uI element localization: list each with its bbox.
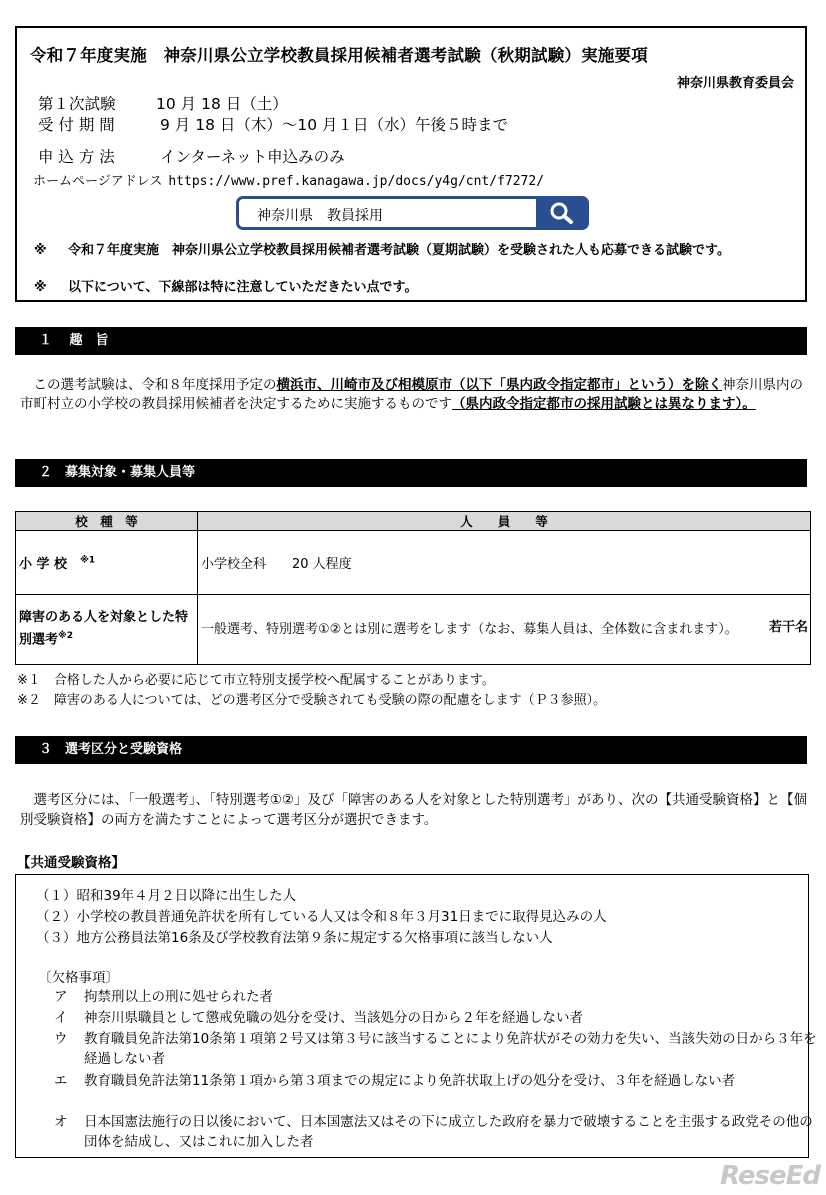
row2-desc-cell (198, 595, 811, 665)
note2: 以下について、下線部は特に注意していただきたい点です。 (68, 280, 418, 295)
recruitment-table (15, 511, 811, 665)
reception-label: 受 付 期 間 (38, 116, 115, 134)
item-text: 神奈川県職員として懲戒免職の処分を受け、当該処分の日から２年を経過しない者 (84, 1010, 583, 1026)
item-mark: ウ (54, 1031, 68, 1047)
row2-type: 障害のある人を対象とした特別選考$^{※2}$ (16, 595, 198, 665)
section1-bar: １ 趣 旨 (15, 327, 807, 355)
item-text: 日本国憲法施行の日以後において、日本国憲法又はその下に成立した政府を暴力で破壊することを主張する政党その他の団体を結成し、又はこれに加入した者 (84, 1114, 813, 1150)
footnote-1: ※１ 合格した人から必要に応じて市立特別支援学校へ配属することがあります。 (17, 673, 495, 688)
table-header (16, 512, 811, 531)
p-b: 神奈川県内の市町村立の小学校の教員採用候補者を決定するために実施するものです (20, 377, 803, 412)
note1: 令和７年度実施 神奈川県公立学校教員採用候補者選考試験（夏期試験）を受験された人も応募できる試験です。 (68, 243, 730, 258)
p-u2: （県内政令指定都市の採用試験とは異なります）。 (452, 396, 756, 412)
reception-period: 9 月 18 日（木）～10 月１日（水）午後５時まで (160, 116, 509, 134)
table-row (16, 531, 811, 595)
p-u1: 横浜市、川崎市及び相模原市（以下「県内政令指定都市」という）を除く (276, 377, 722, 393)
homepage-label: ホームページアドレス (33, 174, 163, 189)
exam-date: 10 月 18 日（土） (156, 95, 288, 113)
footnote-2: ※２ 障害のある人については、どの選考区分で受験されても受験の際の配慮をします（Ｐ３参照）。 (17, 693, 607, 708)
list-item (54, 1071, 824, 1111)
exam-label: 第１次試験 (38, 95, 116, 113)
method-value: インターネット申込みのみ (160, 148, 345, 166)
watermark-logo: ReseEd (720, 1161, 820, 1191)
col-school-type: 校 種 等 (16, 512, 198, 531)
item-text: 拘禁刑以上の刑に処せられた者 (84, 989, 273, 1005)
item-mark: ア (54, 989, 68, 1005)
document-title: 令和７年度実施 神奈川県公立学校教員採用候補者選考試験（秋期試験）実施要項 (30, 46, 648, 65)
item-mark: オ (54, 1114, 68, 1130)
qual-1: （１）昭和39年４月２日以降に出生した人 (36, 888, 297, 904)
search-button[interactable] (536, 199, 586, 227)
qual-2: （２）小学校の教員普通免許状を所有している人又は令和８年３月31日までに取得見込みの人 (36, 909, 607, 925)
col-count: 人 員 等 (198, 512, 811, 531)
row2-sup: ※2 (58, 631, 74, 642)
row1-desc: 小学校全科 20 人程度 (198, 531, 811, 595)
disqualification-title: 〔欠格事項〕 (38, 970, 119, 986)
list-item (54, 1008, 824, 1028)
note2-mark: ※ (34, 280, 47, 295)
issuer: 神奈川県教育委員会 (676, 76, 794, 91)
common-title: 【共通受験資格】 (17, 855, 125, 871)
row2-count: 若干名 (768, 620, 808, 635)
homepage-url[interactable]: https://www.pref.kanagawa.jp/docs/y4g/cnt/f7272/ (168, 174, 545, 189)
search-box[interactable] (236, 196, 589, 230)
item-mark: イ (54, 1010, 68, 1026)
qual-3: （３）地方公務員法第16条及び学校教育法第９条に規定する欠格事項に該当しない人 (36, 930, 553, 946)
item-mark: エ (54, 1073, 68, 1089)
note1-mark: ※ (34, 243, 47, 258)
section3-paragraph: 選考区分には、「一般選考」、「特別選考①②」及び「障害のある人を対象とした特別選考」があり、次の【共通受験資格】と【個別受験資格】の両方を満たすことによって選考区分が選択できます。 (20, 792, 807, 828)
search-icon (536, 199, 586, 227)
homepage-line (33, 170, 544, 189)
list-item (54, 987, 824, 1007)
list-item (54, 1112, 824, 1152)
header-box (15, 26, 807, 302)
item-text: 教育職員免許法第10条第１項第２号又は第３号に該当することにより免許状がその効力を失い、当該失効の日から３年を経過しない者 (84, 1031, 817, 1067)
row2-desc: 一般選考、特別選考①②とは別に選考をします（なお、募集人員は、全体数に含まれます）。 (201, 621, 738, 637)
section3-bar: ３ 選考区分と受験資格 (15, 736, 807, 764)
p-a: この選考試験は、令和８年度採用予定の (20, 377, 277, 393)
list-item (54, 1029, 824, 1069)
section2-bar: ２ 募集対象・募集人員等 (15, 459, 807, 487)
section1-paragraph (20, 376, 810, 414)
table-row (16, 595, 811, 665)
item-text: 教育職員免許法第11条第１項から第３項までの規定により免許状取上げの処分を受け、３年を経過しない者 (84, 1073, 736, 1089)
row1-type: 小 学 校 $^{※1}$ (16, 531, 198, 595)
method-label: 申 込 方 法 (38, 148, 115, 166)
row1-sup: ※1 (80, 555, 96, 566)
search-text: 神奈川県 教員採用 (257, 208, 383, 224)
